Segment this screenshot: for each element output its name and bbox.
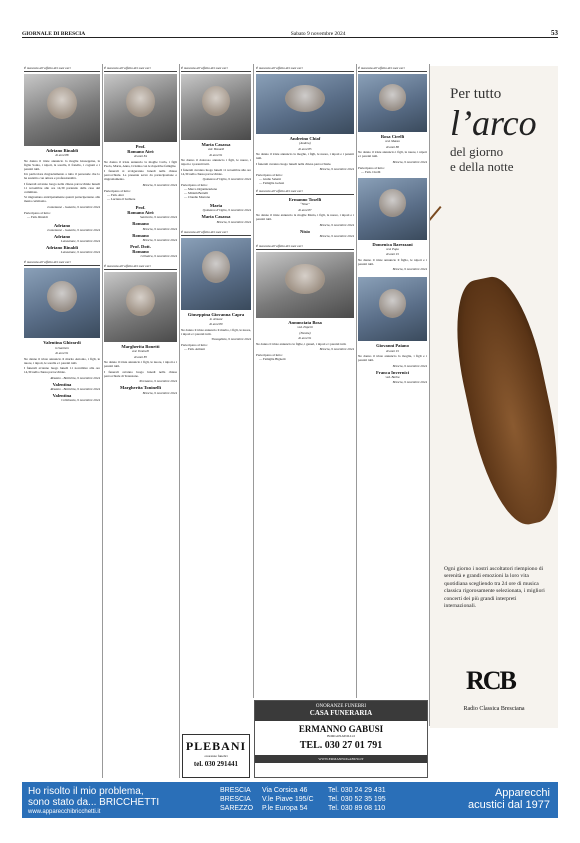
gabusi-website: WWW.ERMANNOGABUSI.IT bbox=[255, 755, 427, 763]
deceased-age: di anni 88 bbox=[55, 153, 69, 158]
place-date: Brescia, 9 novembre 2024 bbox=[142, 226, 177, 231]
place-date: Brescia, 9 novembre 2024 bbox=[142, 182, 177, 187]
condolence-item: — Fam. Armani bbox=[184, 347, 205, 352]
condolence-heading: Partecipano al lutto: bbox=[181, 183, 208, 188]
notice-text: Ne danno il doloroso annuncio i figli, le nuore, i nipoti e i parenti tutti. bbox=[181, 158, 251, 167]
deceased-surname-note: in Armani bbox=[209, 316, 223, 321]
section-label: È mancato all’affetto dei suoi cari bbox=[256, 66, 354, 72]
place-date: Brescia, 9 novembre 2024 bbox=[319, 234, 354, 239]
section-label: È mancata all’affetto dei suoi cari bbox=[181, 66, 251, 72]
condolence-heading: Partecipano al lutto: bbox=[104, 188, 131, 193]
place-date: Brescia, 9 novembre 2024 bbox=[392, 159, 427, 164]
rcb-logo: RCB bbox=[466, 666, 515, 695]
section-label: È mancata all’affetto dei suoi cari bbox=[181, 230, 251, 236]
deceased-age: di anni 84 bbox=[134, 154, 147, 159]
notice-text: I funerali avranno luogo lunedì 11 novembre alle ore 14,30 nella chiesa parrocchiale. bbox=[181, 167, 251, 176]
deceased-name: Annunciata Bosa bbox=[288, 320, 322, 326]
notice-text: Ne danno il triste annuncio la moglie Carla, i figli Paolo, Maria, Anna, Cristina con le rispettive famiglie. bbox=[104, 159, 177, 168]
store-row: BRESCIA V.le Piave 195/C Tel. 030 52 35 195 bbox=[220, 796, 386, 803]
place-date: Lumezzane, 9 novembre 2024 bbox=[60, 250, 100, 255]
deceased-name: Romano bbox=[132, 221, 149, 227]
condolence-heading: Partecipano al lutto: bbox=[358, 165, 385, 170]
deceased-name: Valentina bbox=[52, 392, 72, 398]
deceased-name: Valentina Ghirardi bbox=[43, 340, 81, 346]
page-number: 53 bbox=[550, 29, 558, 37]
banner-headline: Ho risolto il mio problema, sono stato da... BRICCHETTI bbox=[28, 786, 160, 808]
obituary-column-3 bbox=[181, 66, 251, 732]
deceased-name: Adriano Rinaldi bbox=[45, 148, 79, 153]
deceased-age: di anni 91 bbox=[386, 252, 399, 257]
condolence-item: — Luciano il barbiere bbox=[107, 196, 136, 201]
place-date: Cellatica, 9 novembre 2024 bbox=[140, 254, 177, 259]
notice-text: Si ringraziano anticipatamente quanti parteciperanno alla mesta cerimonia. bbox=[24, 195, 100, 204]
deceased-surname-note: in Santiero bbox=[55, 345, 69, 350]
place-date: Lumezzane - Gazzolo, 9 novembre 2024 bbox=[47, 204, 100, 209]
section-label: È mancato all’affetto dei suoi cari bbox=[256, 189, 354, 195]
gabusi-address: BORGOSATOLLO bbox=[327, 734, 355, 738]
condolence-item: — Marco Organizzazione bbox=[184, 187, 218, 192]
place-date: Brescia, 9 novembre 2024 bbox=[319, 222, 354, 227]
deceased-name: Maria Casassa bbox=[201, 214, 231, 220]
place-date: Brescia, 9 novembre 2024 bbox=[319, 347, 354, 352]
deceased-name: Romano Airò bbox=[127, 210, 154, 216]
place-date: Quinzano d’Oglio, 9 novembre 2024 bbox=[202, 208, 251, 213]
deceased-name: Rosa Cirelli bbox=[380, 134, 405, 139]
deceased-surname-note: ved. Toninelli bbox=[131, 349, 150, 354]
deceased-nickname: (Andrea) bbox=[299, 141, 311, 146]
notice-text: I funerali avranno luogo nella chiesa parrocchiale lunedì 11 novembre alle ore 14,30 partendo dalla casa del commiato. bbox=[24, 181, 100, 194]
bricchetti-banner-ad bbox=[22, 782, 558, 818]
section-label: È mancata all’affetto dei suoi cari bbox=[256, 244, 354, 250]
deceased-name: Romano bbox=[132, 232, 149, 238]
portrait-photo bbox=[358, 178, 427, 240]
violin-bow-image bbox=[430, 206, 442, 498]
banner-website: www.apparecchibricchetti.it bbox=[28, 809, 101, 815]
place-date: Lumezzane, 9 novembre 2024 bbox=[60, 239, 100, 244]
place-date: Brescia, 9 novembre 2024 bbox=[142, 390, 177, 395]
deceased-name: Romano bbox=[132, 248, 149, 254]
portrait-photo bbox=[256, 74, 354, 134]
ad-band: ONORANZE FUNEBRI CASA FUNERARIA bbox=[255, 701, 427, 721]
notice-text: I funerali avranno luogo lunedì nella chiesa parrocchiale di Terenzano. bbox=[104, 369, 177, 378]
obituary-column-4 bbox=[256, 66, 354, 698]
condolence-item: — Fam. Cirelli bbox=[361, 169, 381, 174]
publication-name: GIORNALE DI BRESCIA bbox=[22, 31, 86, 37]
deceased-name: Giovanni Paiano bbox=[376, 343, 409, 349]
condolence-heading: Partecipano al lutto: bbox=[24, 210, 51, 215]
deceased-age: di anni 85 bbox=[298, 146, 312, 151]
notice-text: Ne danno il triste annuncio la moglie, i figli e i parenti tutti. bbox=[358, 354, 427, 363]
place-date: Rezzato - Bottichia, 9 novembre 2024 bbox=[50, 375, 100, 380]
banner-claim: Apparecchi acustici dal 1977 bbox=[468, 787, 550, 811]
place-date: Brescia, 9 novembre 2024 bbox=[319, 167, 354, 172]
deceased-title: Prof. bbox=[135, 144, 146, 149]
place-date: Lumezzane - Gazzolo, 9 novembre 2024 bbox=[47, 227, 100, 232]
deceased-nickname: “Nino” bbox=[300, 202, 310, 207]
deceased-surname-note: ved. Papetti bbox=[297, 325, 313, 330]
deceased-surname-note: ved. Bonardi bbox=[207, 147, 225, 152]
place-date: Quinzano d’Oglio, 9 novembre 2024 bbox=[202, 177, 251, 182]
condolence-item: — Fam. Airò bbox=[107, 192, 124, 197]
place-date: Brescia, 9 novembre 2024 bbox=[216, 219, 251, 224]
column-rule bbox=[253, 64, 254, 698]
deceased-title: Prof. Dott. bbox=[130, 243, 151, 249]
gabusi-phone: TEL. 030 27 01 791 bbox=[299, 740, 383, 751]
portrait-photo bbox=[104, 74, 177, 142]
condolence-item: — Famiglia Gobesi bbox=[259, 181, 285, 186]
portrait-photo bbox=[104, 272, 177, 342]
notice-text: Ne danno il triste annuncio le figlie, i generi, i nipoti e i parenti tutti. bbox=[256, 341, 347, 346]
column-rule bbox=[356, 64, 357, 698]
plebani-logo: PLEBANI bbox=[185, 739, 247, 753]
deceased-age: di anni 91 bbox=[55, 351, 69, 356]
ad-headline: Per tutto bbox=[450, 86, 502, 102]
deceased-surname-note: ved. Barba bbox=[385, 374, 400, 379]
place-date: Travagliato, 9 novembre 2024 bbox=[211, 337, 251, 342]
plebani-phone: tel. 030 291441 bbox=[193, 760, 239, 768]
obituary-column-5 bbox=[358, 66, 427, 726]
portrait-photo bbox=[181, 238, 251, 310]
deceased-name: Adriano Rinaldi bbox=[45, 245, 79, 251]
place-date: Brescia, 9 novembre 2024 bbox=[392, 267, 427, 272]
violin-image bbox=[443, 270, 558, 531]
deceased-age: di anni 80 bbox=[209, 322, 223, 327]
place-date: Santicolo, 9 novembre 2024 bbox=[140, 215, 177, 220]
portrait-photo bbox=[24, 268, 100, 338]
deceased-name: Margherita Bonetti bbox=[121, 344, 160, 350]
portrait-photo bbox=[358, 74, 427, 132]
plebani-subtitle: onoranze funebri bbox=[204, 754, 228, 758]
gabusi-funeral-ad bbox=[254, 700, 428, 778]
notice-text: Un particolare ringraziamento a tutto il personale che lo ha assistito con amore e professionalità. bbox=[24, 172, 100, 181]
column-rule bbox=[179, 64, 180, 778]
notice-text: Ne danno il triste annuncio la moglie, i figli, le nuore, i nipoti e i parenti tutti. bbox=[256, 152, 354, 161]
plebani-funeral-ad bbox=[182, 734, 250, 778]
section-label: È mancata all’affetto dei suoi cari bbox=[104, 264, 177, 270]
notice-text: I funerali si svolgeranno lunedì nella chiesa parrocchiale. La presente serve da partecipazione e ringraziamento. bbox=[104, 169, 177, 182]
deceased-name: Maria Casassa bbox=[201, 142, 231, 147]
store-list bbox=[220, 786, 386, 813]
condolence-item: — Famiglia Bignotti bbox=[259, 357, 286, 362]
page-header bbox=[22, 28, 558, 38]
deceased-name: Nisio bbox=[300, 228, 310, 234]
deceased-age: di anni 91 bbox=[386, 348, 399, 353]
deceased-name: Valentina bbox=[52, 381, 72, 387]
place-date: Brescia, 9 novembre 2024 bbox=[392, 363, 427, 368]
condolence-heading: Partecipano al lutto: bbox=[256, 353, 283, 358]
condolence-item: — Claudio Morrone bbox=[184, 195, 211, 200]
section-label: È mancato all’affetto dei suoi cari bbox=[24, 66, 100, 72]
ad-headline-tail: del giorno e della notte bbox=[450, 144, 514, 174]
condolence-item: — Miriam Bertelli bbox=[184, 191, 208, 196]
deceased-surname-note: ved. Manzo bbox=[385, 139, 400, 144]
notice-text: I funerali avranno luogo lunedì 11 novembre alle ore 14,30 nella chiesa parrocchiale. bbox=[24, 366, 100, 375]
deceased-age: di anni 91 bbox=[298, 336, 312, 341]
condolence-item: — Giulio Salerni bbox=[259, 177, 281, 182]
column-rule bbox=[102, 64, 103, 778]
notice-text: Ne danno il triste annuncio i figli, le nuore, i nipoti e i parenti tutti. bbox=[358, 150, 427, 159]
notice-text: Ne danno il triste annuncio i figli, le nuore, i nipoti e i parenti tutti. bbox=[104, 360, 177, 369]
obituary-column-2 bbox=[104, 66, 177, 780]
deceased-title: Prof. bbox=[135, 204, 146, 210]
section-label: È mancata all’affetto dei suoi cari bbox=[24, 260, 100, 266]
condolence-item: — Fam. Rinaldi bbox=[27, 214, 48, 219]
place-date: Brescia, 9 novembre 2024 bbox=[142, 237, 177, 242]
notice-text: Ne danno il triste annuncio il marito Antonio, i figli, le nuore, i nipoti, le sorelle e i parenti tutti. bbox=[24, 356, 100, 365]
section-label: È mancato all’affetto dei suoi cari bbox=[104, 66, 177, 72]
obituary-column-1 bbox=[24, 66, 100, 780]
portrait-photo bbox=[358, 277, 427, 341]
ad-headline-italic: l’arco bbox=[450, 103, 537, 143]
condolence-heading: Partecipano al lutto: bbox=[181, 343, 208, 348]
deceased-name: Domenica Barezzani bbox=[372, 241, 413, 247]
deceased-name: Margherita Toninelli bbox=[120, 385, 161, 391]
notice-text: Ne danno il triste annuncio la moglie Giuseppina, la figlia Sonia, i nipoti, la sorella, il fratello, i cognati e i parenti tutti. bbox=[24, 158, 100, 171]
publication-date: Sabato 9 novembre 2024 bbox=[290, 31, 346, 37]
radio-classica-ad bbox=[430, 66, 558, 728]
deceased-name: Adriano bbox=[53, 233, 71, 239]
place-date: Terenzano, 9 novembre 2024 bbox=[139, 379, 177, 384]
place-date: Collebeato, 9 novembre 2024 bbox=[61, 397, 100, 402]
deceased-age: di anni 91 bbox=[209, 152, 223, 157]
store-row: BRESCIA Via Corsica 46 Tel. 030 24 29 431 bbox=[220, 787, 386, 794]
notice-text: Ne danno il triste annuncio il marito, i figli, le nuore, i nipoti e i parenti tutti. bbox=[181, 327, 251, 336]
deceased-nickname: (Nunzia) bbox=[299, 330, 311, 335]
deceased-name: Franca Invernici bbox=[375, 369, 410, 375]
condolence-heading: Partecipano al lutto: bbox=[256, 173, 283, 178]
radio-name: Radio Classica Bresciana bbox=[463, 706, 525, 712]
notice-text: I funerali avranno luogo lunedì nella chiesa parrocchiale. bbox=[256, 161, 332, 166]
deceased-age: di anni 87 bbox=[298, 207, 312, 212]
deceased-name: Giuseppina Giovanna Capra bbox=[187, 311, 245, 317]
deceased-age: di anni 85 bbox=[134, 354, 147, 359]
deceased-age: di anni 86 bbox=[386, 144, 399, 149]
section-label: È mancata all’affetto dei suoi cari bbox=[358, 66, 427, 72]
deceased-surname-note: ved. Papa bbox=[386, 246, 399, 251]
deceased-name: Adriano bbox=[53, 222, 71, 228]
place-date: Rezzato - Bottichia, 9 novembre 2024 bbox=[50, 386, 100, 391]
deceased-name: Andreino Chiaf bbox=[289, 136, 321, 141]
place-date: Brescia, 9 novembre 2024 bbox=[392, 380, 427, 385]
gabusi-name: ERMANNO GABUSI bbox=[298, 724, 384, 734]
notice-text: Ne danno il triste annuncio il figlio, le nipoti e i parenti tutti. bbox=[358, 257, 427, 266]
portrait-photo bbox=[24, 74, 100, 146]
deceased-name: Maria bbox=[209, 203, 223, 209]
ad-body-text: Ogni giorno i nostri ascoltatori riempiono di serenità e grandi emozioni la loro vita quotidiana scegliendo tra 24 ore di musica classica rigorosamente selezionata, i migliori concerti dei più grandi interpreti internazionali. bbox=[444, 566, 545, 610]
notice-text: Ne danno il triste annuncio la moglie Maria, i figli, le nuore, i nipoti e i parenti tutti. bbox=[256, 213, 354, 222]
store-row: SAREZZO P.le Europa 54 Tel. 030 89 08 110 bbox=[220, 805, 386, 812]
portrait-photo bbox=[181, 74, 251, 140]
deceased-name: Ermanno Toselli bbox=[288, 197, 322, 203]
deceased-name: Romano Airò bbox=[127, 149, 154, 155]
portrait-photo bbox=[256, 252, 354, 318]
